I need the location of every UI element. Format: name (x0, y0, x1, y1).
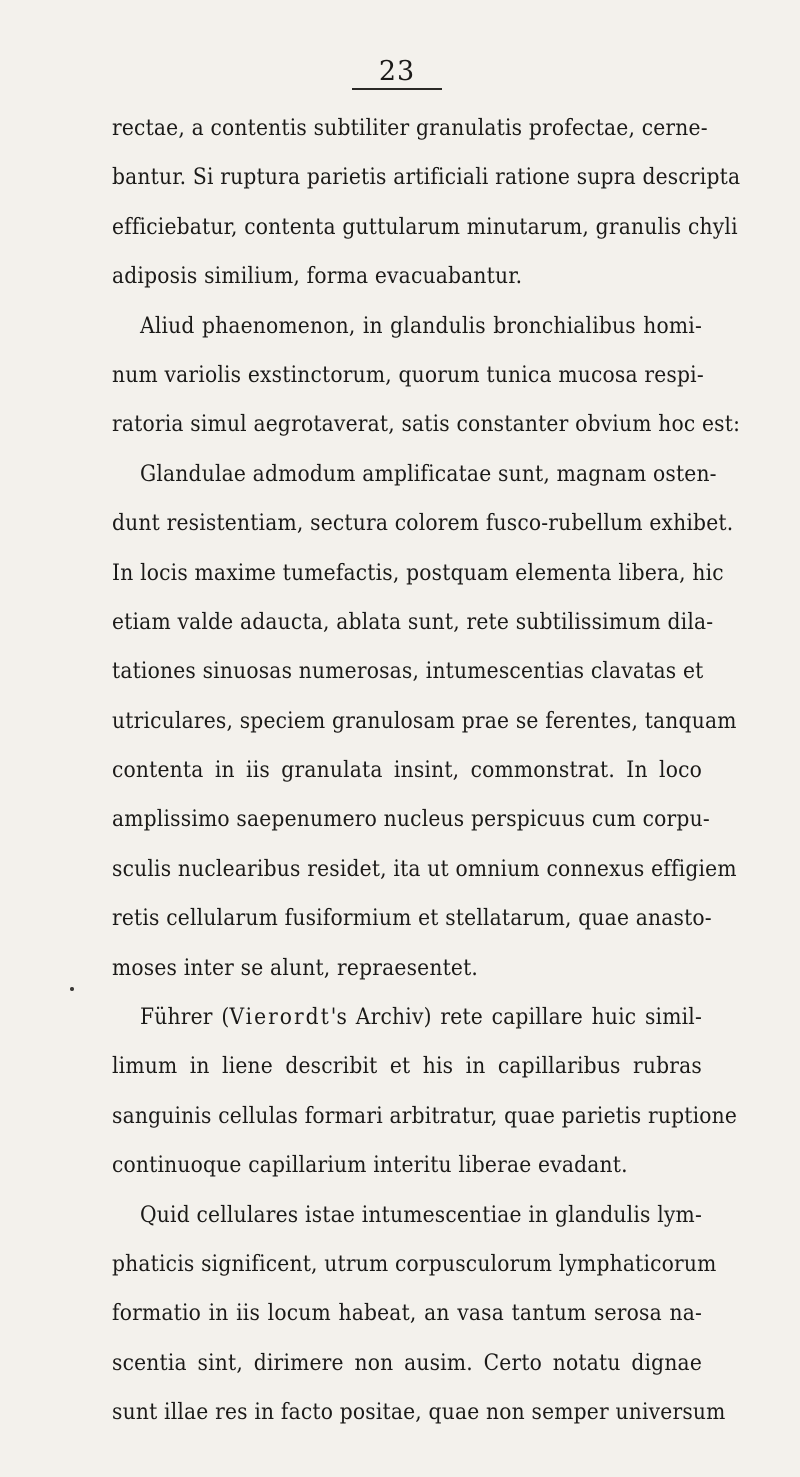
text-line: bantur. Si ruptura parietis artificiali ratione supra descripta (112, 164, 741, 191)
text-line: adiposis similium, forma evacuabantur. (112, 263, 523, 290)
text-line: amplissimo saepenumero nucleus perspicuus cum corpu- (112, 806, 710, 833)
text-line: sanguinis cellulas formari arbitratur, quae parietis ruptione (112, 1102, 738, 1129)
text-line: rectae, a contentis subtiliter granulatis profectae, cerne- (112, 115, 708, 141)
text-line: retis cellularum fusiformium et stellatarum, quae anasto- (112, 905, 712, 932)
text-line: sculis nuclearibus residet, ita ut omnium connexus effigiem (112, 855, 737, 882)
text-line: scentia sint, dirimere non ausim. Certo notatu dignae (112, 1349, 702, 1376)
text-line: In locis maxime tumefactis, postquam elementa libera, hic (112, 559, 724, 586)
text-line: ratoria simul aegrotaverat, satis constanter obvium hoc est: (112, 411, 741, 438)
text-line: num variolis exstinctorum, quorum tunica mucosa respi- (112, 361, 704, 388)
text-line: dunt resistentiam, sectura colorem fusco-rubellum exhibet. (112, 510, 734, 537)
text-line: efficiebatur, contenta guttularum minutarum, granulis chyli (112, 213, 738, 240)
text-line: contenta in iis granulata insint, commonstrat. In loco (112, 757, 702, 784)
header-rule (352, 88, 442, 90)
text-line: continuoque capillarium interitu liberae evadant. (112, 1152, 628, 1179)
author-name: Vierordt (229, 1004, 331, 1031)
text-line-fuhrer (112, 993, 702, 1042)
text-line: utriculares, speciem granulosam prae se ferentes, tanquam (112, 707, 737, 734)
fuhrer-prefix: Führer ( (140, 1004, 230, 1031)
text-line: Glandulae admodum amplificatae sunt, magnam osten- (140, 460, 717, 487)
text-line: moses inter se alunt, repraesentet. (112, 954, 479, 981)
page-number: 23 (378, 56, 416, 87)
text-line: Quid cellulares istae intumescentiae in glandulis lym- (140, 1201, 702, 1228)
text-line: tationes sinuosas numerosas, intumescentias clavatas et (112, 658, 704, 685)
text-line: phaticis significent, utrum corpusculorum lymphaticorum (112, 1250, 717, 1277)
text-line: Aliud phaenomenon, in glandulis bronchialibus homi- (140, 312, 702, 339)
ink-speck (70, 987, 74, 991)
text-line: sunt illae res in facto positae, quae non semper universum (112, 1399, 726, 1426)
text-line: limum in liene describit et his in capillaribus rubras (112, 1053, 702, 1080)
text-line: etiam valde adaucta, ablata sunt, rete subtilissimum dila- (112, 608, 714, 635)
text-line: formatio in iis locum habeat, an vasa tantum serosa na- (112, 1300, 702, 1327)
body-text (112, 104, 741, 1438)
fuhrer-suffix: 's Archiv) rete capillare huic simil- (330, 1004, 702, 1031)
